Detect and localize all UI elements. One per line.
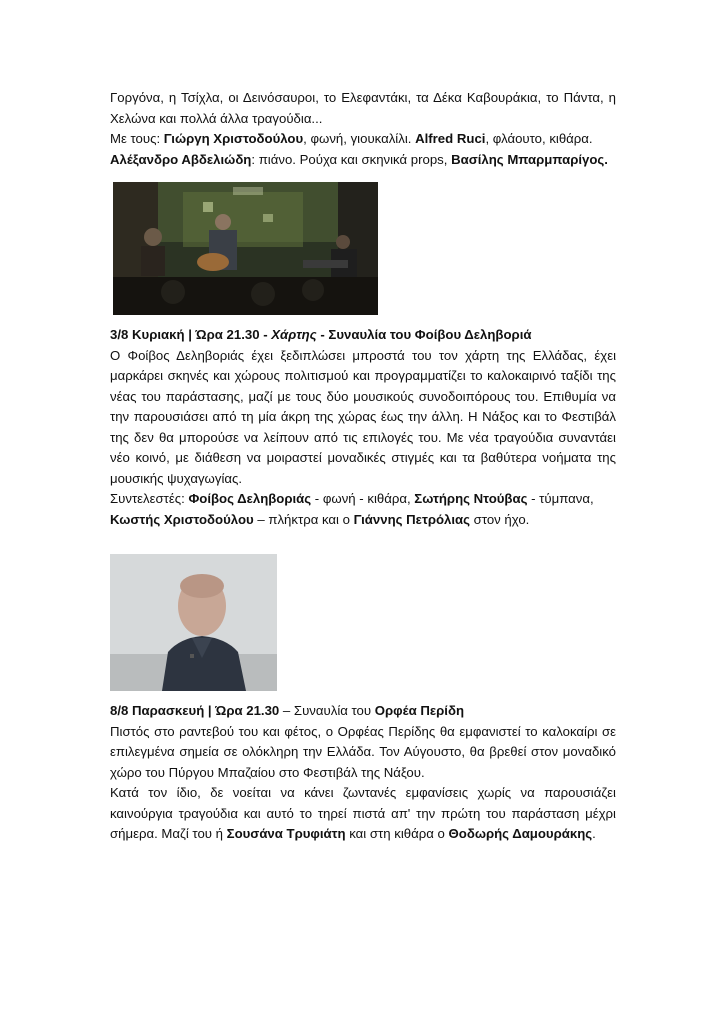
credit-role: - φωνή - κιθάρα,	[311, 491, 415, 506]
event1-title-rest: - Συναυλία του Φοίβου Δεληβοριά	[316, 327, 532, 342]
event2-paragraph-2-text: Κατά τον ίδιο, δε νοείται να κάνει ζωντανές εμφανίσεις χωρίς να παρουσιάζει καινούργια τραγούδια και αυτό το τηρεί πιστά απ' την πρώτη του παράσταση μέχρι σήμερα. Μαζί του ή	[110, 785, 616, 841]
credit-role: - τύμπανα,	[527, 491, 594, 506]
credit-role: , φλάουτο, κιθάρα.	[485, 131, 593, 146]
event2-date-time: 8/8 Παρασκευή | Ώρα 21.30	[110, 703, 280, 718]
event2-paragraph-2	[110, 783, 616, 845]
credit-name: Θοδωρής Δαμουράκης	[448, 826, 593, 841]
intro-songs-line: Γοργόνα, η Τσίχλα, οι Δεινόσαυροι, το Ελεφαντάκι, τα Δέκα Καβουράκια, το Πάντα, η Χελώνα και πολλά άλλα τραγούδια...	[110, 90, 616, 126]
credit-name: Κωστής Χριστοδούλου	[110, 511, 254, 527]
credit-role: και στη κιθάρα ο	[345, 826, 449, 841]
credit-role: – πλήκτρα και ο	[253, 511, 354, 527]
credit-name: Βασίλης Μπαρμπαρίγος.	[451, 151, 608, 167]
sentence-end: .	[592, 826, 596, 841]
credit-name: Alfred Ruci	[415, 131, 486, 146]
artist-portrait-photo	[110, 554, 277, 691]
event2-heading	[110, 701, 616, 722]
credit-name: Σουσάνα Τρυφιάτη	[226, 826, 346, 841]
credit-role: , φωνή, γιουκαλίλι.	[303, 131, 416, 146]
event1-heading	[110, 325, 616, 346]
credit-name: Γιώργη Χριστοδούλου	[163, 131, 304, 146]
intro-credits-prefix: Με τους:	[110, 131, 164, 146]
credit-role: στον ήχο.	[470, 511, 530, 527]
document-page	[110, 88, 616, 845]
intro-credits	[110, 129, 616, 170]
event2-paragraph-1: Πιστός στο ραντεβού του και φέτος, ο Ορφέας Περίδης θα εμφανιστεί το καλοκαίρι σε επιλεγμένα σημεία σε ολόκληρη την Ελλάδα. Τον Αύγουστο, θα βρεθεί στον μοναδικό χώρο του Πύργου Μπαζαίου στο Φεστιβάλ της Νάξου.	[110, 723, 616, 780]
event1-description: Ο Φοίβος Δεληβοριάς έχει ξεδιπλώσει μπροστά του τον χάρτη της Ελλάδας, έχει μαρκάρει σκηνές και χώρους πολιτισμού και προγραμματίζει το καλοκαιρινό ταξίδι της νέας του παράστασης, μαζί με τους δύο μουσικούς συνοδοιπόρους του. Επιθυμία να την παρουσιάσει από τη μία άκρη της χώρας έως την άλλη. Η Νάξος και το Φεστιβάλ της δεν θα μπορούσε να λείπουν από τις επιλογές του. Με νέα τραγούδια συναντάει νέο κοινό, με διάθεση να μοιραστεί μοναδικές στιγμές και τα βαθύτερα νοήματα της μουσικής ψυχαγωγίας.	[110, 347, 616, 486]
event2-title-name: Ορφέα Περίδη	[374, 703, 464, 718]
event2-title-mid: – Συναυλία του	[279, 703, 375, 718]
credit-name: Γιάννης Πετρόλιας	[353, 511, 471, 527]
credit-name: Φοίβος Δεληβοριάς	[188, 491, 312, 506]
event1-credits-prefix: Συντελεστές:	[110, 491, 189, 506]
event1-date-time: 3/8 Κυριακή | Ώρα 21.30 -	[110, 327, 272, 342]
credit-role: : πιάνο. Ρούχα και σκηνικά props,	[251, 151, 452, 167]
credit-name: Σωτήρης Ντούβας	[414, 491, 528, 506]
event1-credits	[110, 489, 616, 530]
concert-stage-photo	[113, 182, 378, 315]
credit-name: Αλέξανδρο Αβδελιώδη	[110, 151, 252, 167]
event1-title: Χάρτης	[271, 327, 317, 342]
